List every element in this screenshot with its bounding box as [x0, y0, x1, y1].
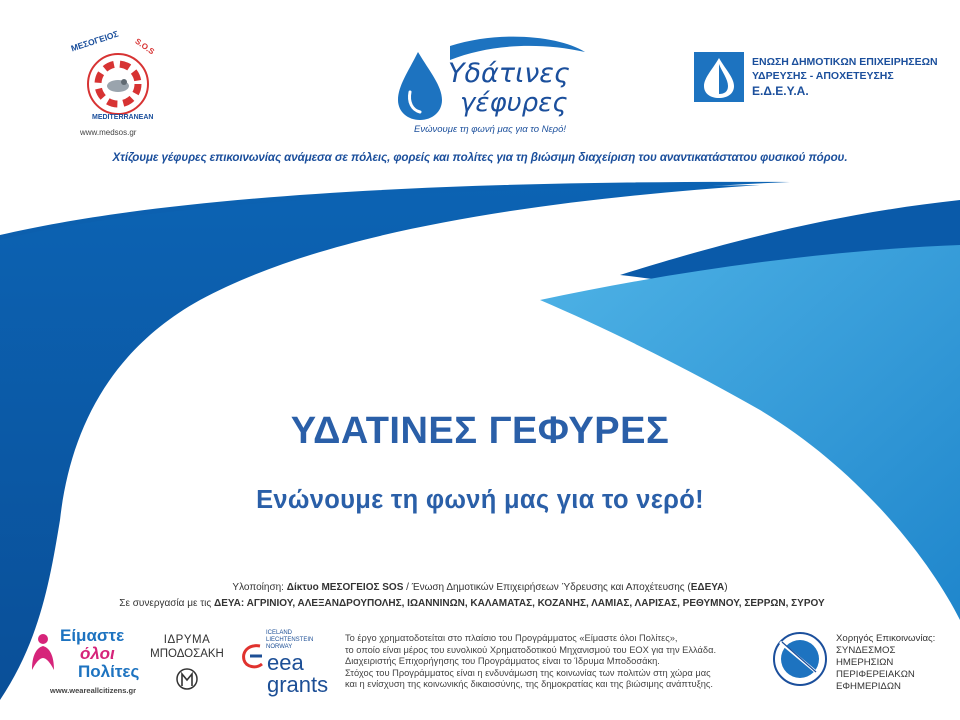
- citizens-line1: Είμαστε: [60, 626, 125, 645]
- bodossaki-line2: ΜΠΟΔΟΣΑΚΗ: [150, 648, 224, 660]
- implementation-credit: [0, 582, 960, 593]
- citizens-logo: [28, 626, 148, 698]
- edeya-line3: Ε.Δ.Ε.Υ.Α.: [752, 84, 809, 98]
- eea-word2: grants: [267, 672, 329, 697]
- bodossaki-logo: [146, 634, 228, 694]
- page-title: ΥΔΑΤΙΝΕΣ ΓΕΦΥΡΕΣ: [290, 410, 670, 452]
- implementation-end: ): [724, 582, 728, 593]
- medsos-ring-top: ΜΕΣΟΓΕΙΟΣ: [69, 28, 120, 54]
- funding-text: [345, 633, 745, 691]
- project-logo: [390, 28, 590, 140]
- bodossaki-line1: ΙΔΡΥΜΑ: [163, 634, 211, 646]
- funding-line: Στόχος του Προγράμματος είναι η ενδυνάμωση της κοινωνίας των πολιτών στη χώρα μας: [345, 667, 711, 678]
- sponsor-line: ΠΕΡΙΦΕΡΕΙΑΚΩΝ: [836, 669, 915, 680]
- eea-grants-logo: [240, 630, 340, 698]
- tagline: Χτίζουμε γέφυρες επικοινωνίας ανάμεσα σε πόλεις, φορείς και πολίτες για τη βιώσιμη διαχείριση του αναντικατάστατου φυσικού πόρου.: [112, 151, 848, 164]
- edeya-line1: ΕΝΩΣΗ ΔΗΜΟΤΙΚΩΝ ΕΠΙΧΕΙΡΗΣΕΩΝ: [752, 56, 938, 68]
- eea-grants-symbol-icon: [240, 642, 266, 670]
- bodossaki-emblem-icon: [175, 666, 199, 692]
- sponsor-line: ΕΦΗΜΕΡΙΔΩΝ: [836, 681, 901, 692]
- sponsor-line: ΣΥΝΔΕΣΜΟΣ: [836, 645, 896, 656]
- medsos-ring-bottom: MEDITERRANEAN: [92, 114, 154, 121]
- sponsor-line: ΗΜΕΡΗΣΙΩΝ: [836, 657, 894, 668]
- medsos-url: www.medsos.gr: [80, 128, 137, 137]
- cooperation-list: ΔΕΥΑ: ΑΓΡΙΝΙΟΥ, ΑΛΕΞΑΝΔΡΟΥΠΟΛΗΣ, ΙΩΑΝΝΙΝΩΝ, ΚΑΛΑΜΑΤΑΣ, ΚΟΖΑΝΗΣ, ΛΑΜΙΑΣ, ΛΑΡΙΣΑΣ, ΡΕΘΥΜΝΟΥ, ΣΕΡΡΩΝ, ΣΥΡΟΥ: [214, 598, 825, 609]
- implementation-mid: / Ένωση Δημοτικών Επιχειρήσεων Ύδρευσης και Αποχέτευσης (: [403, 582, 691, 593]
- citizens-line3: Πολίτες: [78, 662, 140, 681]
- edeya-drop-icon: [694, 52, 744, 102]
- project-logo-line2: γέφυρες: [460, 88, 568, 118]
- cooperation-label: Σε συνεργασία με τις: [119, 598, 215, 609]
- citizens-url: www.weareallcitizens.gr: [50, 686, 137, 695]
- edeya-line2: ΥΔΡΕΥΣΗΣ - ΑΠΟΧΕΤΕΥΣΗΣ: [752, 70, 894, 82]
- eea-country2: LIECHTENSTEIN: [266, 637, 314, 643]
- project-logo-slogan: Ενώνουμε τη φωνή μας για το Νερό!: [414, 124, 567, 135]
- funding-line: Το έργο χρηματοδοτείται στο πλαίσιο του Προγράμματος «Είμαστε όλοι Πολίτες»,: [345, 633, 678, 643]
- eea-country3: NORWAY: [266, 644, 293, 650]
- implementation-org1: Δίκτυο ΜΕΣΟΓΕΙΟΣ SOS: [286, 582, 404, 593]
- medsos-logo: [62, 28, 174, 140]
- citizens-figure-icon: [28, 632, 58, 672]
- funding-line: και η ενίσχυση της κοινωνικής δικαιοσύνης, της δημοκρατίας και της βιώσιμης ανάπτυξης.: [345, 679, 713, 689]
- project-logo-line1: Υδάτινες: [448, 58, 570, 89]
- funding-line: Διαχειριστής Επιχορήγησης του Προγράμματος είναι το Ίδρυμα Μποδοσάκη.: [345, 656, 660, 666]
- sponsor-line: Χορηγός Επικοινωνίας:: [836, 633, 936, 644]
- citizens-line2: όλοι: [80, 644, 115, 663]
- implementation-label: Υλοποίηση:: [232, 582, 287, 593]
- sponsor-text: [836, 633, 956, 693]
- eea-word1: eea: [267, 650, 304, 675]
- edeya-logo: [694, 52, 944, 104]
- cooperation-credit: [0, 598, 952, 609]
- medsos-ring-sos: S.O.S: [133, 36, 156, 57]
- newspapers-association-emblem-icon: [770, 628, 830, 690]
- page-subtitle: Ενώνουμε τη φωνή μας για το νερό!: [256, 486, 704, 514]
- implementation-org2: ΕΔΕΥΑ: [690, 582, 725, 593]
- funding-line: το οποίο είναι μέρος του ευνολικού Χρηματοδοτικού Μηχανισμού του ΕΟΧ για την Ελλάδα.: [345, 644, 717, 655]
- eea-country1: ICELAND: [266, 630, 293, 636]
